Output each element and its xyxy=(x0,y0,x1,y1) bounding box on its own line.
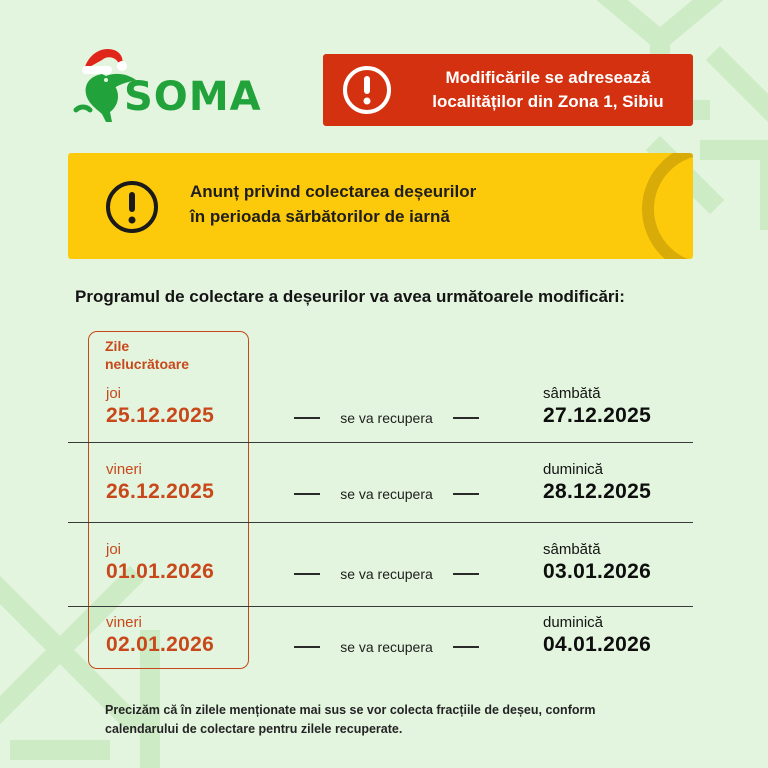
connector-line-left xyxy=(294,646,320,648)
connector-line-left xyxy=(294,417,320,419)
recovery-connector xyxy=(294,564,479,584)
connector-line-left xyxy=(294,573,320,575)
connector-line-right xyxy=(453,573,479,575)
recovery-date: 27.12.2025 xyxy=(543,404,652,427)
recovery-connector xyxy=(294,408,479,428)
recovery-connector xyxy=(294,637,479,657)
schedule-row xyxy=(68,385,693,443)
recovery-date: 03.01.2026 xyxy=(543,560,652,583)
recovery-weekday: sâmbătă xyxy=(543,385,601,402)
non-working-date: 25.12.2025 xyxy=(106,404,215,427)
connector-line-left xyxy=(294,493,320,495)
holiday-notice-text xyxy=(190,179,476,229)
recovery-label: se va recupera xyxy=(340,639,433,655)
brand-name: SOMA xyxy=(124,74,262,120)
exclamation-circle-icon xyxy=(104,179,160,235)
soma-logo xyxy=(72,44,272,128)
footnote-line-2: calendarului de colectare pentru zilele recuperate. xyxy=(105,722,403,736)
large-exclamation-icon xyxy=(608,153,693,259)
header-line-2: nelucrătoare xyxy=(105,356,190,372)
recovery-weekday: duminică xyxy=(543,461,604,478)
zone-alert-line-1: Modificările se adresează xyxy=(445,68,651,87)
holiday-notice-banner xyxy=(68,153,693,259)
header-line-1: Zile xyxy=(105,338,130,354)
non-working-weekday: joi xyxy=(106,541,122,558)
zone-alert-text xyxy=(411,66,685,114)
holiday-notice-line-1: Anunț privind colectarea deșeurilor xyxy=(190,182,477,201)
non-working-date: 02.01.2026 xyxy=(106,633,215,656)
recovery-date: 04.01.2026 xyxy=(543,633,652,656)
non-working-date: 26.12.2025 xyxy=(106,480,215,503)
non-working-weekday: vineri xyxy=(106,614,142,631)
zone-alert-line-2: localităților din Zona 1, Sibiu xyxy=(432,92,664,111)
schedule-row xyxy=(68,461,693,523)
zone-alert-banner xyxy=(323,54,693,126)
santa-hat-icon xyxy=(78,44,128,80)
recovery-label: se va recupera xyxy=(340,410,433,426)
schedule-row xyxy=(68,541,693,607)
non-working-date: 01.01.2026 xyxy=(106,560,215,583)
schedule-row xyxy=(68,614,693,664)
holiday-notice-line-2: în perioada sărbătorilor de iarnă xyxy=(190,207,450,226)
connector-line-right xyxy=(453,493,479,495)
connector-line-right xyxy=(453,646,479,648)
recovery-date: 28.12.2025 xyxy=(543,480,652,503)
recovery-label: se va recupera xyxy=(340,486,433,502)
footnote-line-1: Precizăm că în zilele menționate mai sus se vor colecta fracțiile de deșeu, conform xyxy=(105,703,596,717)
recovery-weekday: duminică xyxy=(543,614,604,631)
schedule-intro: Programul de colectare a deșeurilor va avea următoarele modificări: xyxy=(75,287,625,306)
recovery-connector xyxy=(294,484,479,504)
recovery-label: se va recupera xyxy=(340,566,433,582)
recovery-weekday: sâmbătă xyxy=(543,541,601,558)
footnote xyxy=(105,701,705,739)
non-working-days-header xyxy=(105,337,235,373)
non-working-weekday: vineri xyxy=(106,461,142,478)
non-working-weekday: joi xyxy=(106,385,122,402)
exclamation-circle-icon xyxy=(341,64,393,116)
connector-line-right xyxy=(453,417,479,419)
